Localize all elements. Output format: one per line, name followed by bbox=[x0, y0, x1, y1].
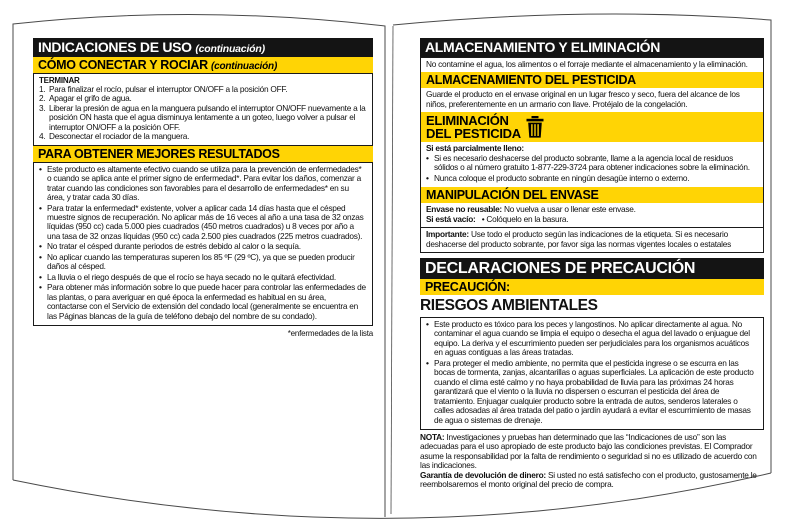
resultado-bullet: • No tratar el césped durante periodos de estrés debido al calor o la sequía. bbox=[39, 242, 367, 251]
parcialmente-lleno-text: Si está parcialmente lleno: bbox=[426, 143, 524, 154]
heading-precaucion: PRECAUCIÓN: bbox=[420, 279, 764, 295]
terminar-step: Para finalizar el rocío, pulsar el interruptor ON/OFF a la posición OFF. bbox=[49, 84, 288, 94]
terminar-steps bbox=[39, 85, 367, 142]
section-title-declaraciones: DECLARACIONES DE PRECAUCIÓN bbox=[420, 258, 764, 279]
eliminacion-heading-lines bbox=[426, 114, 521, 140]
resultado-bullet: • No aplicar cuando las temperaturas superen los 85 ºF (29 ºC), ya que se pueden producir daños al césped. bbox=[39, 253, 367, 272]
heading-manipulacion-envase: MANIPULACIÓN DEL ENVASE bbox=[421, 187, 763, 203]
heading-riesgos-ambientales: RIESGOS AMBIENTALES bbox=[420, 296, 598, 314]
indicaciones-title-suffix: (continuación) bbox=[195, 43, 265, 55]
como-conectar-suffix: (continuación) bbox=[211, 61, 278, 72]
section-title-almacenamiento: ALMACENAMIENTO Y ELIMINACIÓN bbox=[420, 38, 764, 57]
heading-como-conectar bbox=[33, 57, 373, 73]
terminar-step: Liberar la presión de agua en la manguera pulsando el interruptor ON/OFF nuevamente a la posición ON hasta que el agua disminuya lentamente a un goteo, luego volver a pulsar el interruptor ON/OFF a la posición OFF. bbox=[49, 102, 366, 132]
envase-no-reusable-label: Envase no reusable: bbox=[426, 204, 502, 215]
almacenamiento-intro: No contamine el agua, los alimentos o el forraje mediante el almacenamiento y la eliminación. bbox=[426, 59, 748, 69]
garantia-label: Garantía de devolución de dinero: bbox=[420, 469, 546, 480]
si-esta-vacio-line bbox=[426, 215, 758, 224]
riesgos-bullet: • Para proteger el medio ambiente, no permita que el pesticida ingrese o se escurra en las bocas de tormenta, zanjas, alcantarillas o aguas superficiales. La aplicación de este producto cuando el clima esté calmo y no haya probabilidad de lluvia para las próximas 24 horas garantizará que el viento o la lluvia no dispersen o escurran el pesticida del área de tratamiento. Enjuagar cualquier producto sobre la entrada de autos, senderos laterales o calles adosadas al área tratada del patio o jardín ayudará a evitar el escurrimiento de masas de agua o sistemas de drenaje. bbox=[426, 359, 758, 425]
riesgos-box bbox=[420, 317, 764, 430]
almacenamiento-text: Guarde el producto en el envase original en un lugar fresco y seco, fuera del alcance de los niños, preferentemente en un armario con llave. Protéjalo de la congelación. bbox=[426, 89, 740, 109]
como-conectar-label: CÓMO CONECTAR Y ROCIAR bbox=[38, 58, 208, 72]
heading-mejores-resultados: PARA OBTENER MEJORES RESULTADOS bbox=[33, 146, 373, 162]
garantia-text: Si usted no está satisfecho con el producto, gustosamente le reembolsaremos el monto original del precio de compra. bbox=[420, 469, 757, 490]
resultado-bullet: • Este producto es altamente efectivo cuando se utiliza para la prevención de enfermedades* o cuando se aplica ante el primer signo de enfermedad*. Para evitar los daños, comenzar a tratar cuando las condiciones son favorables para el desarrollo de enfermedades* en su área, y tratar cada 30 días. bbox=[39, 165, 367, 203]
heading-eliminacion-pesticida bbox=[421, 112, 763, 142]
importante-text: Use todo el producto según las indicaciones de la etiqueta. Si es necesario deshacerse del producto sobrante, por favor siga las normas vigentes locales o estatales bbox=[426, 229, 731, 249]
eliminacion-bullet: • Si es necesario deshacerse del producto sobrante, llame a la agencia local de residuos sólidos o al número gratuito 1-877-229-3724 para obtener indicaciones sobre la eliminación. bbox=[426, 154, 758, 173]
left-panel bbox=[33, 38, 373, 338]
resultado-bullet: • Para obtener más información sobre lo que puede hacer para controlar las enfermedades de las plantas, o para averiguar en qué época la enfermedad es habitual en su área, contactarse con el Servicio de extensión del condado local (generalmente se encuentra en las Páginas blancas de la guía de teléfono debajo del nombre de su condado). bbox=[39, 283, 367, 321]
nota-text: Investigaciones y pruebas han determinado que las “Indicaciones de uso” son las adecuadas para el uso apropiado de este producto bajo las condiciones previstas. El Comprador asume la responsabilidad por la falta de rendimiento o seguridad si no es utilizado de acuerdo con las indicaciones. bbox=[420, 431, 757, 471]
section-title-indicaciones bbox=[33, 38, 373, 57]
heading-almacenamiento-pesticida: ALMACENAMIENTO DEL PESTICIDA bbox=[421, 72, 763, 88]
riesgos-list bbox=[426, 320, 758, 425]
trash-icon bbox=[526, 116, 544, 138]
terminar-box bbox=[33, 73, 373, 146]
eliminacion-list bbox=[426, 154, 758, 183]
terminar-step: Desconectar el rociador de la manguera. bbox=[49, 131, 190, 142]
si-esta-vacio-text: • Colóquelo en la basura. bbox=[481, 213, 569, 224]
eliminacion-line1: ELIMINACIÓN bbox=[426, 113, 509, 129]
si-esta-vacio-label: Si está vacío: bbox=[426, 213, 476, 224]
importante-label: Importante: bbox=[426, 229, 469, 240]
mejores-resultados-list bbox=[39, 165, 367, 321]
eliminacion-body bbox=[421, 142, 763, 187]
garantia-paragraph bbox=[420, 471, 764, 490]
indicaciones-title: INDICACIONES DE USO bbox=[38, 39, 192, 55]
envase-no-reusable-text: No vuelva a usar o llenar este envase. bbox=[504, 204, 636, 215]
eliminacion-bullet: • Nunca coloque el producto sobrante en ningún desagüe interno o externo. bbox=[426, 174, 758, 183]
footnote-enfermedades: *enfermedades de la lista bbox=[287, 328, 373, 338]
riesgos-bullet: • Este producto es tóxico para los peces y langostinos. No aplicar directamente al agua. No contaminar el agua cuando se limpia el equipo o desecha el agua del lavado o enjuague del equipo. La deriva y el escurrimiento pueden ser perjudiciales para los organismos acuáticos en aguas contiguas a las áreas tratadas. bbox=[426, 320, 758, 358]
nota-paragraph bbox=[420, 433, 764, 471]
resultado-bullet: • Para tratar la enfermedad* existente, volver a aplicar cada 14 días hasta que el césped muestre signos de recuperación. No aplicar más de 16 veces al año a una tasa de 32 onzas líquidas (950 cc) cada 5.000 pies cuadrados (450 metros cuadrados) u 8 veces por año a una tasa de 32 onzas líquidas (950 cc) cada 2.500 pies cuadrados (225 metros cuadrados). bbox=[39, 204, 367, 242]
terminar-subheading: TERMINAR bbox=[39, 76, 80, 85]
terminar-step: Apagar el grifo de agua. bbox=[49, 93, 132, 104]
resultado-bullet: • La lluvia o el riego después de que el rocío se haya secado no le quitará efectividad. bbox=[39, 273, 367, 282]
nota-label: NOTA: bbox=[420, 431, 445, 442]
right-panel bbox=[420, 38, 764, 490]
almacenamiento-box bbox=[420, 57, 764, 253]
manipulacion-body bbox=[421, 203, 763, 227]
eliminacion-line2: DEL PESTICIDA bbox=[426, 126, 521, 142]
importante-paragraph bbox=[421, 228, 763, 252]
mejores-resultados-box bbox=[33, 162, 373, 326]
